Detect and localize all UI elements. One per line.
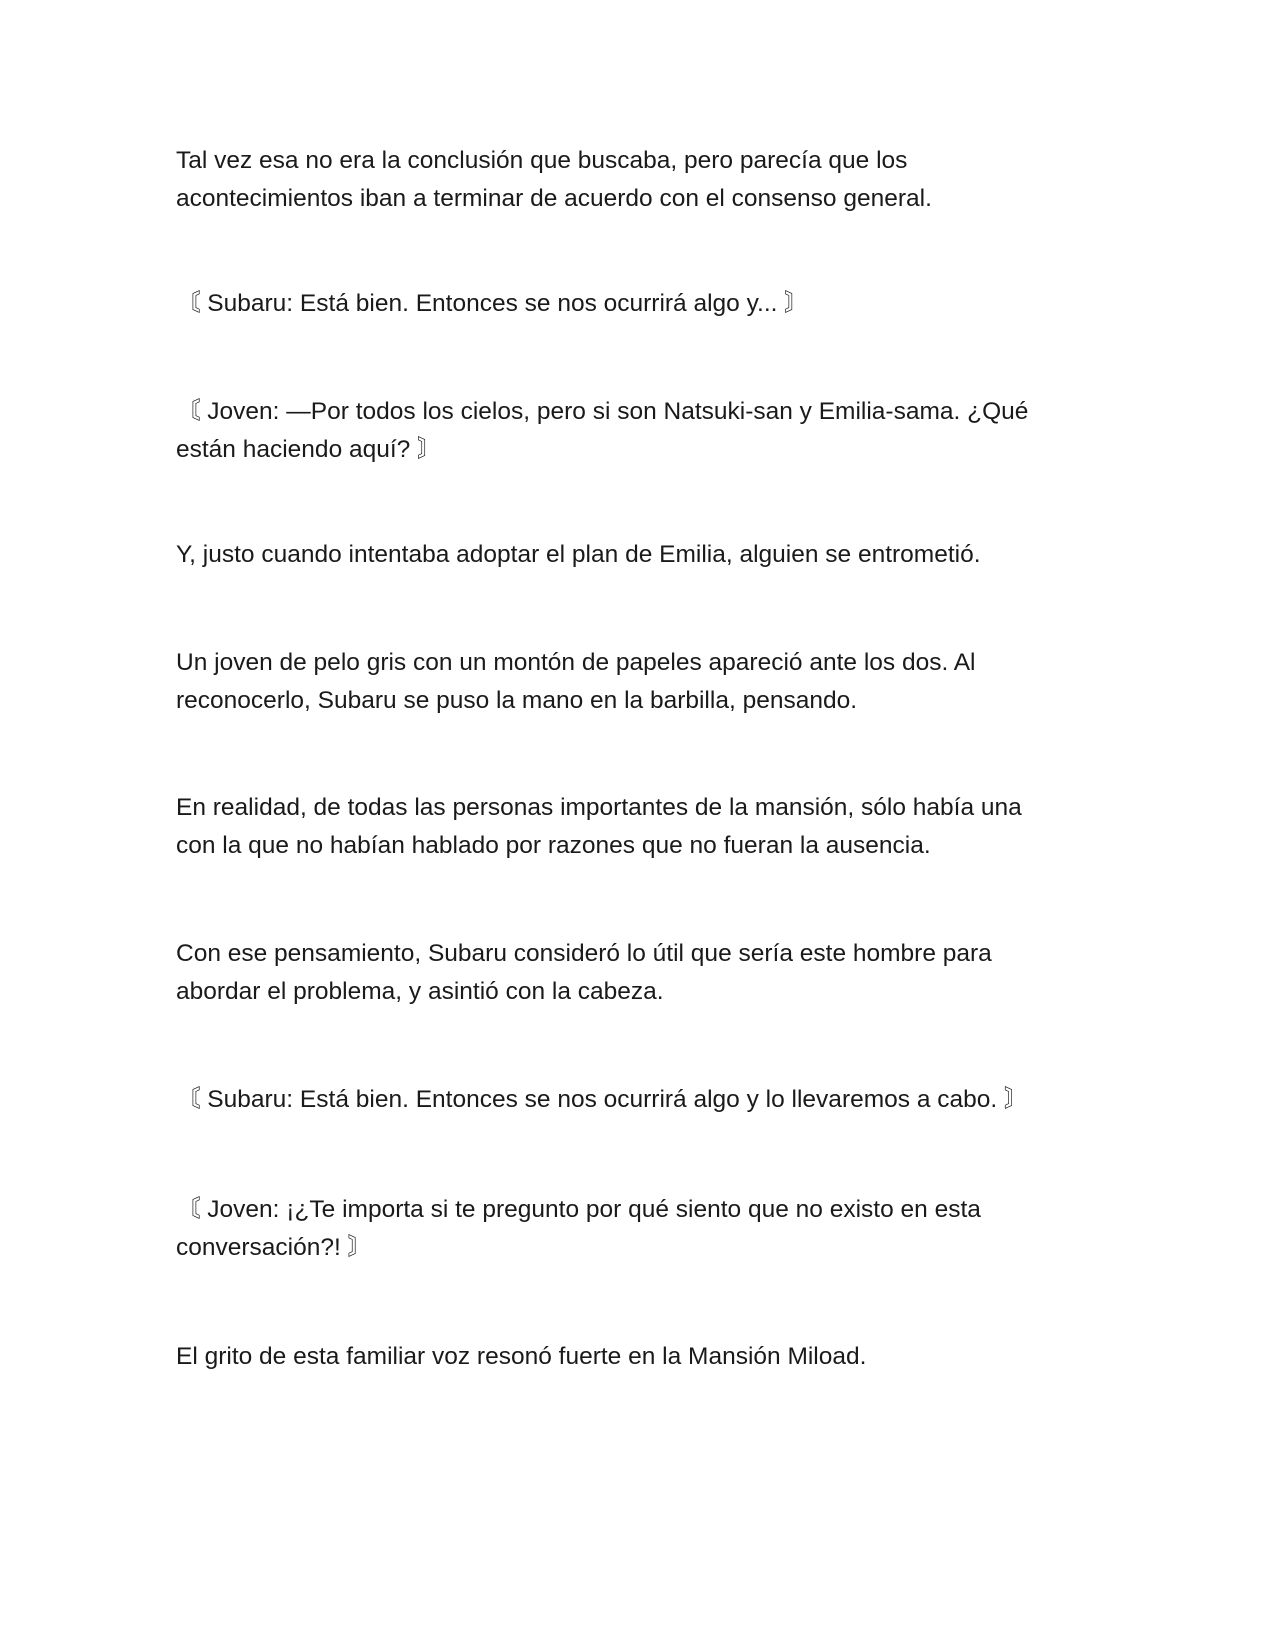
paragraph-1 bbox=[176, 142, 1096, 218]
paragraph-6-line-1: En realidad, de todas las personas importantes de la mansión, sólo había una bbox=[176, 794, 1022, 821]
paragraph-7-line-2: abordar el problema, y asintió con la cabeza. bbox=[176, 978, 664, 1005]
paragraph-9-dialogue bbox=[176, 1191, 1096, 1267]
paragraph-3-line-2: están haciendo aquí? 〙 bbox=[176, 436, 442, 463]
paragraph-3-line-1: 〘 Joven: —Por todos los cielos, pero si son Natsuki-san y Emilia-sama. ¿Qué bbox=[176, 398, 1029, 425]
paragraph-10-line-1: El grito de esta familiar voz resonó fuerte en la Mansión Miload. bbox=[176, 1343, 867, 1370]
paragraph-9-line-2: conversación?! 〙 bbox=[176, 1234, 373, 1261]
paragraph-3-dialogue bbox=[176, 393, 1096, 469]
paragraph-7-line-1: Con ese pensamiento, Subaru consideró lo útil que sería este hombre para bbox=[176, 940, 992, 967]
paragraph-6 bbox=[176, 789, 1096, 865]
paragraph-7 bbox=[176, 935, 1096, 1011]
paragraph-1-line-2: acontecimientos iban a terminar de acuerdo con el consenso general. bbox=[176, 185, 932, 212]
paragraph-8-line-1: 〘 Subaru: Está bien. Entonces se nos ocurrirá algo y lo llevaremos a cabo. 〙 bbox=[176, 1086, 1029, 1113]
paragraph-8-dialogue bbox=[176, 1081, 1096, 1119]
paragraph-1-line-1: Tal vez esa no era la conclusión que buscaba, pero parecía que los bbox=[176, 147, 908, 174]
paragraph-2-dialogue bbox=[176, 285, 1096, 323]
paragraph-2-line-1: 〘 Subaru: Está bien. Entonces se nos ocurrirá algo y... 〙 bbox=[176, 290, 809, 317]
paragraph-5 bbox=[176, 644, 1096, 720]
paragraph-6-line-2: con la que no habían hablado por razones que no fueran la ausencia. bbox=[176, 832, 931, 859]
paragraph-5-line-1: Un joven de pelo gris con un montón de papeles apareció ante los dos. Al bbox=[176, 649, 976, 676]
paragraph-4-line-1: Y, justo cuando intentaba adoptar el plan de Emilia, alguien se entrometió. bbox=[176, 541, 981, 568]
paragraph-5-line-2: reconocerlo, Subaru se puso la mano en la barbilla, pensando. bbox=[176, 687, 857, 714]
paragraph-4 bbox=[176, 536, 1096, 574]
paragraph-9-line-1: 〘 Joven: ¡¿Te importa si te pregunto por qué siento que no existo en esta bbox=[176, 1196, 981, 1223]
paragraph-10 bbox=[176, 1338, 1096, 1376]
